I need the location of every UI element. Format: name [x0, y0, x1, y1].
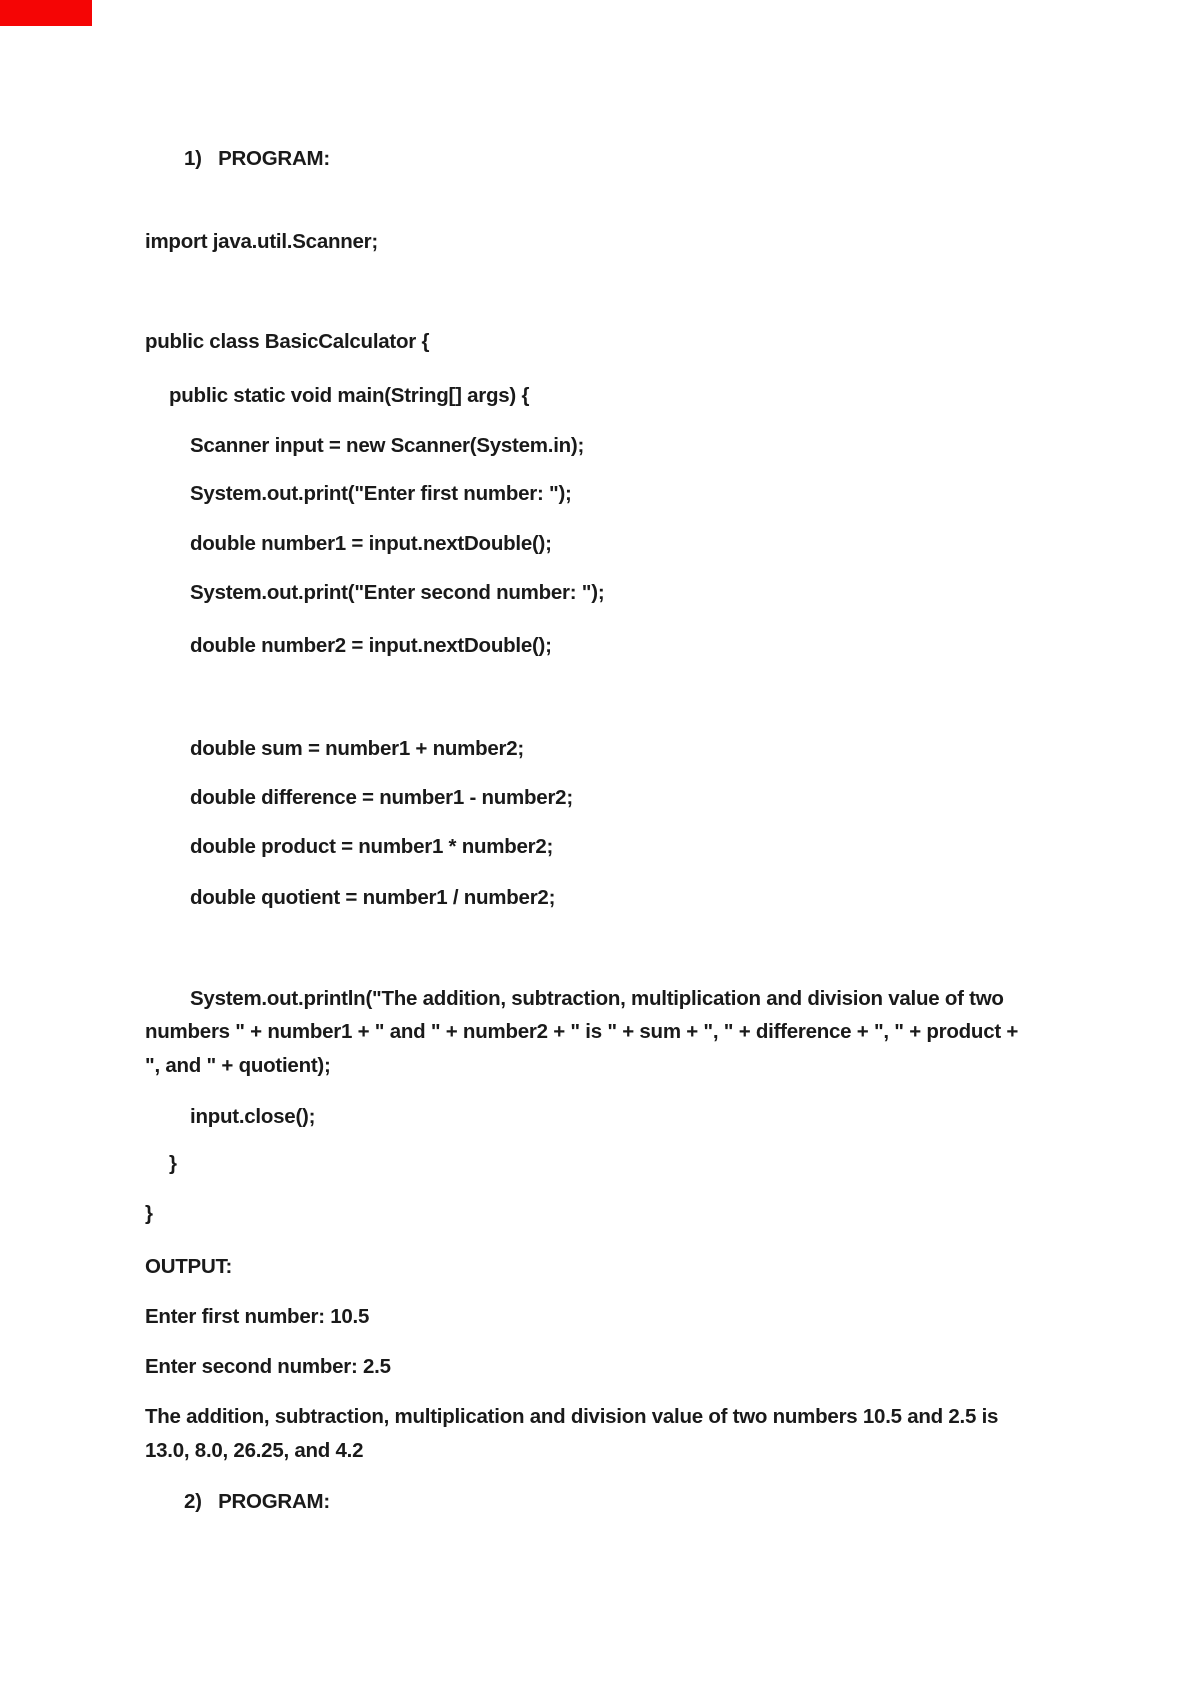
code-println-line1: System.out.println("The addition, subtraction, multiplication and division value of two	[190, 987, 1004, 1010]
output-heading: OUTPUT:	[145, 1255, 233, 1278]
code-input-close: input.close();	[190, 1105, 316, 1128]
code-main-decl: public static void main(String[] args) {	[169, 384, 530, 407]
output-enter-first: Enter first number: 10.5	[145, 1305, 370, 1328]
code-println-line2: numbers " + number1 + " and " + number2 + " is " + sum + ", " + difference + ", " + product +	[145, 1020, 1019, 1043]
output-enter-second: Enter second number: 2.5	[145, 1355, 391, 1378]
output-result-line2: 13.0, 8.0, 26.25, and 4.2	[145, 1439, 364, 1462]
code-class-decl: public class BasicCalculator {	[145, 330, 430, 353]
program-1-heading: 1) PROGRAM:	[184, 147, 330, 170]
code-import: import java.util.Scanner;	[145, 230, 378, 253]
code-difference: double difference = number1 - number2;	[190, 786, 573, 809]
code-sum: double sum = number1 + number2;	[190, 737, 524, 760]
program-2-heading: 2) PROGRAM:	[184, 1490, 330, 1513]
code-println-line3: ", and " + quotient);	[145, 1054, 331, 1077]
code-product: double product = number1 * number2;	[190, 835, 554, 858]
code-number2: double number2 = input.nextDouble();	[190, 634, 552, 657]
red-corner-marker	[0, 0, 92, 26]
code-print-first: System.out.print("Enter first number: ");	[190, 482, 572, 505]
code-number1: double number1 = input.nextDouble();	[190, 532, 552, 555]
code-scanner-init: Scanner input = new Scanner(System.in);	[190, 434, 585, 457]
code-brace-inner: }	[169, 1152, 177, 1175]
output-result-line1: The addition, subtraction, multiplication and division value of two numbers 10.5 and 2.5 is	[145, 1405, 999, 1428]
code-print-second: System.out.print("Enter second number: ");	[190, 581, 605, 604]
code-quotient: double quotient = number1 / number2;	[190, 886, 556, 909]
code-brace-outer: }	[145, 1202, 153, 1225]
